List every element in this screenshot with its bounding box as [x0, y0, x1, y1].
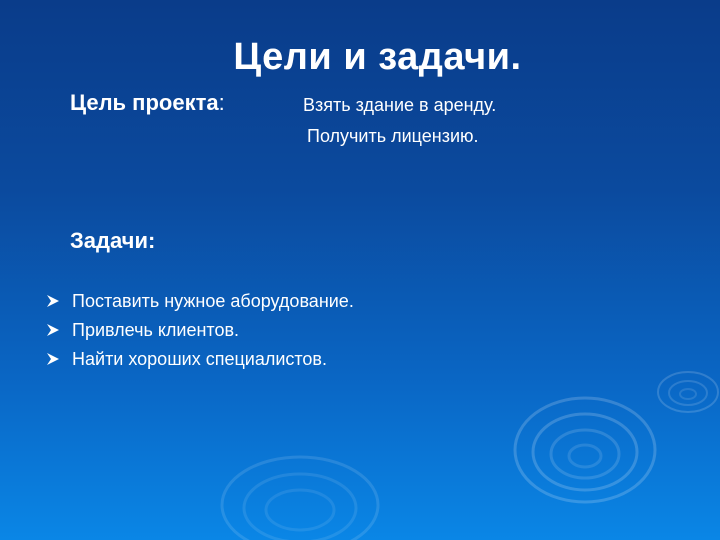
goal-line-1: Взять здание в аренду.: [303, 95, 497, 115]
task-list: [44, 289, 354, 376]
goal-label-colon: :: [218, 90, 225, 115]
arrow-bullet-icon: [46, 352, 60, 366]
goal-label-text: Цель проекта: [70, 90, 219, 115]
task-item: [44, 347, 354, 376]
goal-label: [70, 90, 225, 116]
arrow-bullet-icon: [46, 323, 60, 337]
task-item-text: Найти хороших специалистов.: [72, 349, 327, 369]
slide-title: Цели и задачи.: [233, 36, 522, 78]
task-item-text: Привлечь клиентов.: [72, 320, 240, 340]
arrow-bullet-icon: [46, 294, 60, 308]
tasks-heading: Задачи:: [70, 228, 156, 253]
task-item-text: Поставить нужное аборудование.: [72, 291, 354, 311]
goal-line-2: Получить лицензию.: [307, 126, 479, 146]
task-item: [44, 318, 354, 347]
task-item: [44, 289, 354, 318]
